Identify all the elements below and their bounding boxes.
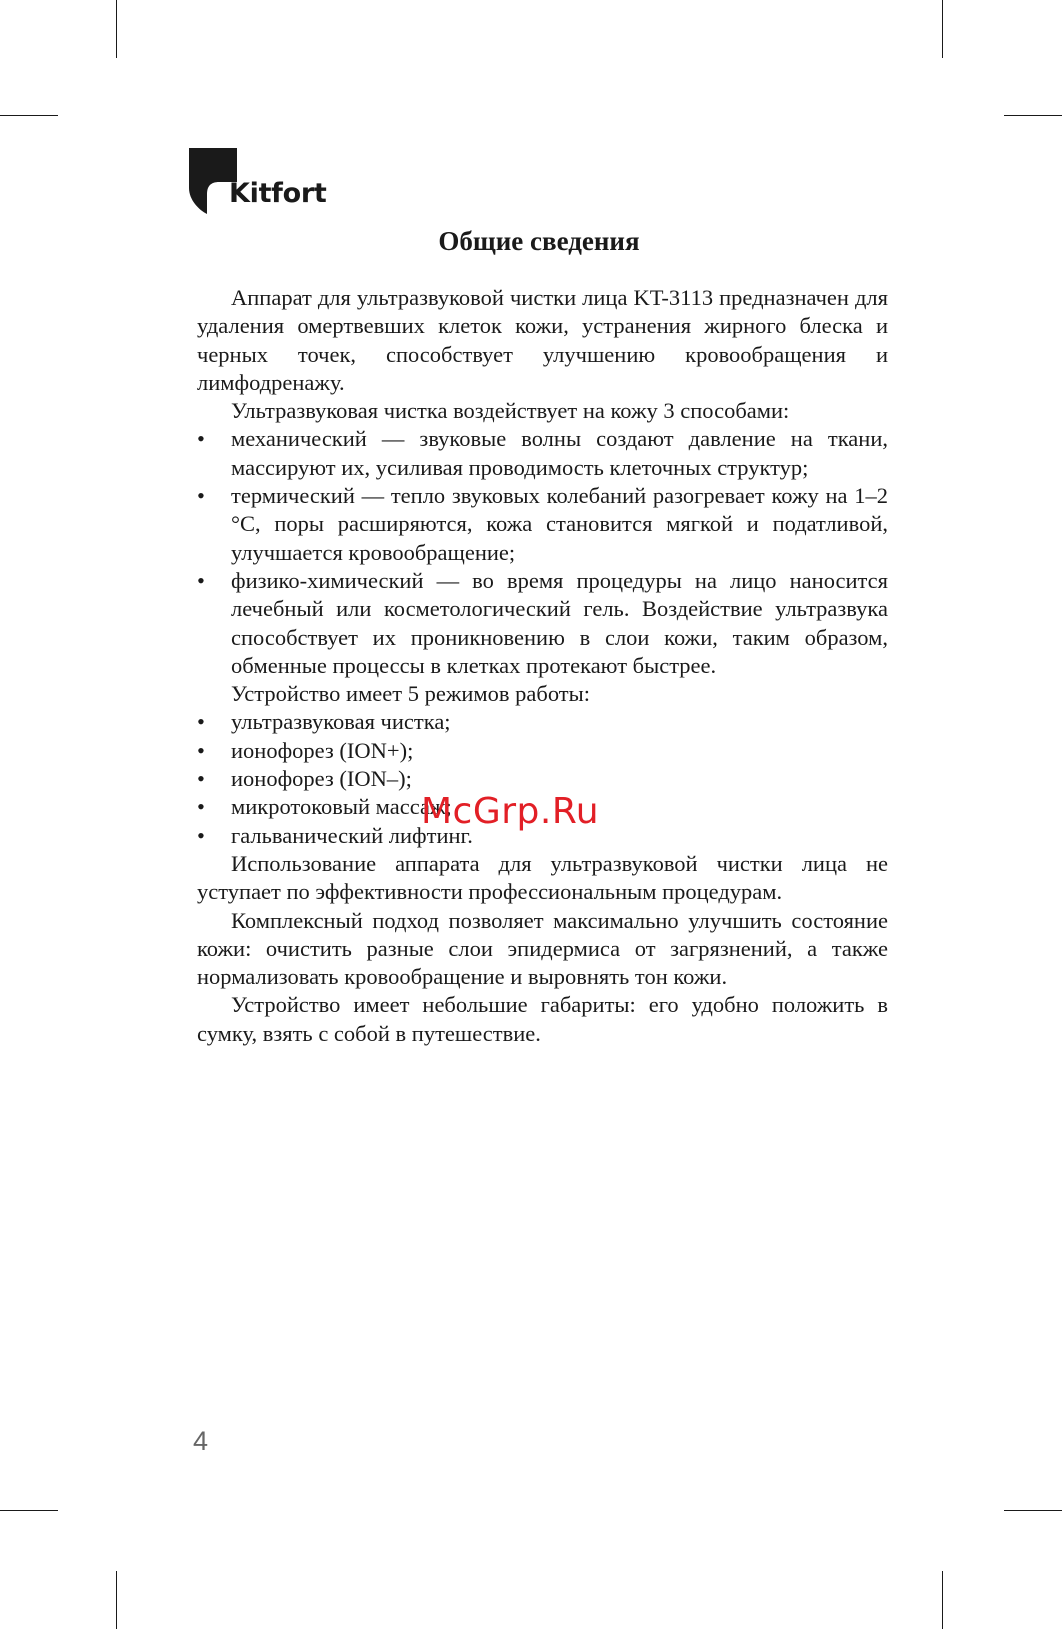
methods-list <box>197 425 888 680</box>
bullet: • <box>197 483 205 509</box>
list-item <box>197 567 888 680</box>
list-item <box>197 482 888 567</box>
intro-paragraph: Аппарат для ультразвуковой чистки лица KT-3113 предназначен для удаления омертвевших клеток кожи, устранения жирного блеска и черных точек, способствует улучшению кровообращения и лимфодренажу. <box>197 285 888 395</box>
list-item <box>197 708 888 736</box>
bullet: • <box>197 794 205 820</box>
paragraph: Устройство имеет небольшие габариты: его удобно положить в сумку, взять с собой в путешествие. <box>197 992 888 1046</box>
list-item-text: ионофорез (ION+); <box>231 737 414 763</box>
crop-mark-top-left <box>116 0 117 58</box>
kitfort-logo <box>189 148 329 218</box>
watermark: McGrp.Ru <box>421 791 600 832</box>
crop-mark-right-top <box>1004 115 1062 116</box>
page-number: 4 <box>193 1426 209 1456</box>
list-item <box>197 765 888 793</box>
methods-lead: Ультразвуковая чистка воздействует на кожу 3 способами: <box>231 398 790 424</box>
bullet: • <box>197 567 205 593</box>
list-item-text: ультразвуковая чистка; <box>231 709 451 735</box>
crop-mark-left-top <box>0 115 58 116</box>
list-item-text: термический — тепло звуковых колебаний разогревает кожу на 1–2 °С, поры расширяются, кожа становится мягкой и податливой, улучшается кровообращение; <box>231 483 888 565</box>
crop-mark-top-right <box>942 0 943 58</box>
bullet: • <box>197 737 205 763</box>
bullet: • <box>197 426 205 452</box>
list-item-text: физико-химический — во время процедуры на лицо наносится лечебный или косметологический гель. Воздействие ультразвука способствует их проникновению в слои кожи, таким образом, обменные процессы в клетках протекают быстрее. <box>231 567 888 678</box>
list-item-text: микротоковый массаж; <box>231 794 452 820</box>
crop-mark-bottom-right <box>942 1571 943 1629</box>
paragraph: Комплексный подход позволяет максимально улучшить состояние кожи: очистить разные слои эпидермиса от загрязнений, а также нормализовать кровообращение и выровнять тон кожи. <box>197 907 888 990</box>
modes-lead: Устройство имеет 5 режимов работы: <box>231 681 591 707</box>
crop-mark-left-bottom <box>0 1510 58 1511</box>
list-item-text: гальванический лифтинг. <box>231 822 473 848</box>
list-item <box>197 425 888 482</box>
bullet: • <box>197 766 205 792</box>
list-item-text: ионофорез (ION–); <box>231 766 412 792</box>
list-item-text: механический — звуковые волны создают давление на ткани, массируют их, усиливая проводимость клеточных структур; <box>231 426 888 480</box>
bullet: • <box>197 822 205 848</box>
crop-mark-bottom-left <box>116 1571 117 1629</box>
section-heading: Общие сведения <box>438 226 640 256</box>
bullet: • <box>197 709 205 735</box>
crop-mark-right-bottom <box>1004 1510 1062 1511</box>
brand-name: Kitfort <box>229 178 327 209</box>
body-text <box>197 284 888 1048</box>
list-item <box>197 737 888 765</box>
paragraph: Использование аппарата для ультразвуковой чистки лица не уступает по эффективности профессиональным процедурам. <box>197 850 888 905</box>
